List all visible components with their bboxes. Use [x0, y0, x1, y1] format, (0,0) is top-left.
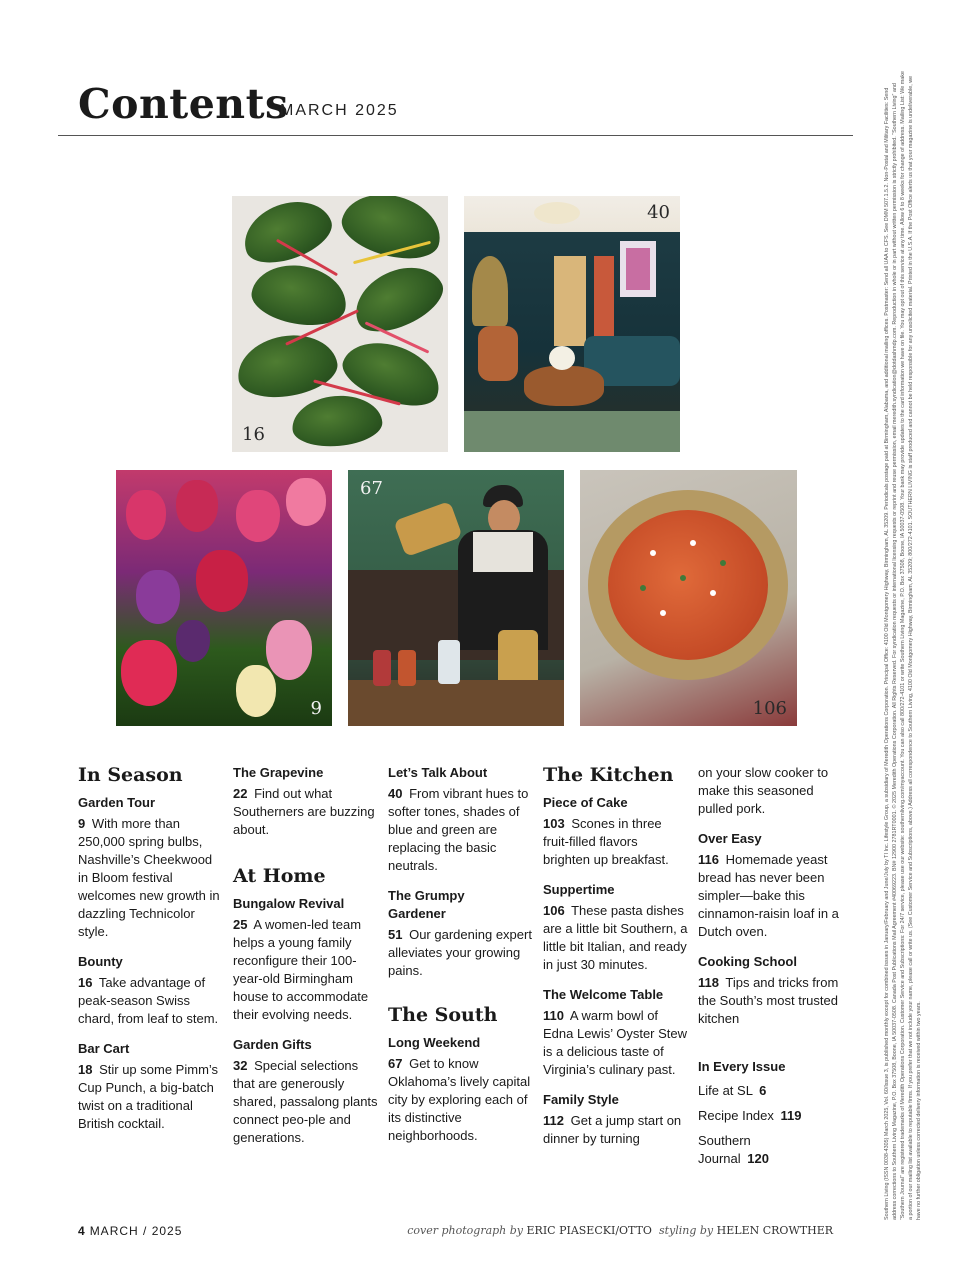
item-text: Stir up some Pimm’s Cup Punch, a big-batch twist on a traditional British cocktail. [78, 1062, 219, 1131]
item-body [233, 785, 378, 839]
item-title: Suppertime [543, 882, 615, 897]
legal-masthead-text: Southern Living (ISSN 0038-4305) March 2025, Vol. 60/Issue 3, is published monthly except for combined issues in January/February and June/July by TI Inc. Lifestyle Group, a subsidiary of Meredith Operations Corporation. Principal Office: 4100 Old Montgomery Highway, Birmingham, AL 35209. Periodicals postage paid at Birmingham, Alabama, and additional mailing offices. Postmaster: Send all UAA to CFS. See DMM 507.1.5.2. Non-Postal and Military Facilities: Send address corrections to Southern Living Magazine, P.O. Box 37508, Boone, IA 50037-0508. Canada Post Publications Mail Agreement #40069223. BN# 12900 2781RT0001. © 2025 Meredith Operations Corporation. All Rights Reserved. For syndication requests or international licensing requests or reprint and reuse permission, email meredith.syndication@dotdashmdp.com. Reproduction in whole or in part without written permission is strictly prohibited. “Southern Living” and “Southern Journal” are registered trademarks of Meredith Operations Corporation. Customer Service and Subscriptions: For 24/7 service, please use our website: southernliving.com/myaccount. You can also call 800/272-4101 or write Southern Living Magazine, P.O. Box 37508, Boone, IA 50037-0508. Your bank may provide updates to the card information we have on file. You may opt out of this service at any time. Allow 6 to 8 weeks for change of address. Mailing List: We make a portion of our mailing list available to reputable firms. If you prefer that we not include your name, please call or write us. (See Customer Service and Subscriptions, above.) Address all correspondence to Southern Living, 4100 Old Montgomery Highway, Birmingham, AL 35209; 800/272-4101. SOUTHERN LIVING is staff produced and cannot be held responsible for any unsolicited material. Printed in the U.S.A. If the Post Office alerts us that your magazine is undeliverable, we have no further obligation unless corrected delivery information is received within two years. [884, 71, 922, 1220]
every-issue-title: In Every Issue [698, 1059, 786, 1074]
item-body [78, 1061, 223, 1133]
item-text: From vibrant hues to softer tones, shades of blue and green are replacing the basic neutrals. [388, 786, 529, 873]
item-text: A warm bowl of Edna Lewis’ Oyster Stew is a delicious taste of Virginia’s culinary past. [543, 1008, 688, 1077]
photo-page-number: 9 [310, 698, 322, 719]
toc-column-5 [698, 764, 843, 1175]
item-page: 67 [388, 1056, 403, 1071]
item-title: The Grumpy Gardener [388, 888, 465, 921]
item-page: 110 [543, 1008, 564, 1023]
credit-name: HELEN CROWTHER [716, 1224, 833, 1237]
item-title: Over Easy [698, 831, 762, 846]
photo-swiss-chard [232, 196, 448, 452]
issue-date: MARCH 2025 [280, 102, 399, 119]
every-issue-row [698, 1082, 843, 1100]
photo-page-number: 67 [360, 478, 383, 499]
item-title: The Grapevine [233, 765, 324, 780]
item-title: Long Weekend [388, 1035, 481, 1050]
item-text: Get a jump start on dinner by turning [543, 1113, 682, 1146]
credit-name: ERIC PIASECKI/OTTO [526, 1224, 652, 1237]
section-title: At Home [233, 865, 326, 887]
page-title: Contents [78, 80, 289, 128]
item-page: 106 [543, 903, 565, 918]
item-text: A women-led team helps a young family reconfigure their 100-year-old Birmingham house to accommodate their evolving needs. [233, 917, 369, 1022]
photo-page-number: 16 [242, 424, 265, 445]
photo-page-number: 40 [647, 202, 670, 223]
item-body [543, 1112, 688, 1148]
item-title: Family Style [543, 1092, 619, 1107]
item-page: 116 [698, 852, 719, 867]
toc-column-2 [233, 764, 378, 1159]
item-title: Cooking School [698, 954, 797, 969]
every-issue-row [698, 1132, 788, 1168]
item-text: Our gardening expert alleviates your growing pains. [388, 927, 532, 978]
section-title: In Season [78, 764, 183, 786]
photo-credit [407, 1224, 833, 1237]
section-title: The South [388, 1004, 498, 1026]
every-issue-page: 6 [759, 1083, 767, 1098]
item-title: The Welcome Table [543, 987, 664, 1002]
item-page: 112 [543, 1113, 564, 1128]
photo-tulips [116, 470, 332, 726]
item-body [698, 974, 843, 1028]
item-page: 118 [698, 975, 719, 990]
item-body [388, 1055, 533, 1145]
item-text: Take advantage of peak-season Swiss chard, from leaf to stem. [78, 975, 219, 1026]
item-text: Scones in three fruit-filled flavors brighten up breakfast. [543, 816, 669, 867]
photo-living-room [464, 196, 680, 452]
item-page: 18 [78, 1062, 93, 1077]
item-title: Let’s Talk About [388, 765, 488, 780]
every-issue-row [698, 1107, 843, 1125]
item-text: These pasta dishes are a little bit Southern, a little bit Italian, and ready in just 30 minutes. [543, 903, 688, 972]
photo-pasta [580, 470, 797, 726]
item-body-continued: on your slow cooker to make this seasoned pulled pork. [698, 765, 829, 816]
toc-column-3 [388, 764, 533, 1157]
item-text: Get to know Oklahoma’s lively capital city by exploring each of its distinctive neighborhoods. [388, 1056, 531, 1143]
toc-column-1 [78, 764, 223, 1145]
item-page: 51 [388, 927, 403, 942]
item-body [543, 1007, 688, 1079]
item-page: 32 [233, 1058, 248, 1073]
item-body [233, 1057, 378, 1147]
item-title: Bounty [78, 954, 123, 969]
item-body [78, 815, 223, 941]
item-title: Garden Tour [78, 795, 156, 810]
item-body [698, 851, 843, 941]
photo-bartender [348, 470, 564, 726]
item-text: Special selections that are generously shared, passalong plants connect peo-ple and generations. [233, 1058, 378, 1145]
item-page: 40 [388, 786, 403, 801]
item-text: With more than 250,000 spring bulbs, Nashville’s Cheekwood in Bloom festival welcomes new growth in dazzling Technicolor style. [78, 816, 220, 939]
page-number: 4 [78, 1224, 86, 1238]
header-divider [58, 135, 853, 136]
item-body [388, 926, 533, 980]
item-page: 9 [78, 816, 86, 831]
item-body [233, 916, 378, 1024]
every-issue-label: Recipe Index [698, 1108, 774, 1123]
every-issue-label: Southern Journal [698, 1133, 751, 1166]
item-page: 25 [233, 917, 248, 932]
page-folio [78, 1224, 182, 1238]
item-body [543, 815, 688, 869]
item-title: Garden Gifts [233, 1037, 312, 1052]
item-page: 103 [543, 816, 565, 831]
credit-label: styling by [658, 1224, 714, 1237]
folio-date: MARCH / 2025 [89, 1224, 183, 1238]
every-issue-label: Life at SL [698, 1083, 753, 1098]
section-title: The Kitchen [543, 764, 674, 786]
item-title: Piece of Cake [543, 795, 628, 810]
every-issue-page: 119 [780, 1108, 802, 1123]
item-body [78, 974, 223, 1028]
every-issue-page: 120 [747, 1151, 769, 1166]
item-text: Homemade yeast bread has never been simpler—bake this cinnamon-raisin loaf in a Dutch oven. [698, 852, 839, 939]
item-title: Bungalow Revival [233, 896, 345, 911]
photo-page-number: 106 [752, 698, 787, 719]
item-page: 22 [233, 786, 248, 801]
item-body [543, 902, 688, 974]
item-text: Tips and tricks from the South’s most trusted kitchen [698, 975, 839, 1026]
item-page: 16 [78, 975, 93, 990]
item-body [388, 785, 533, 875]
item-title: Bar Cart [78, 1041, 130, 1056]
toc-column-4 [543, 764, 688, 1160]
item-text: Find out what Southerners are buzzing about. [233, 786, 375, 837]
credit-label: cover photograph by [407, 1224, 524, 1237]
